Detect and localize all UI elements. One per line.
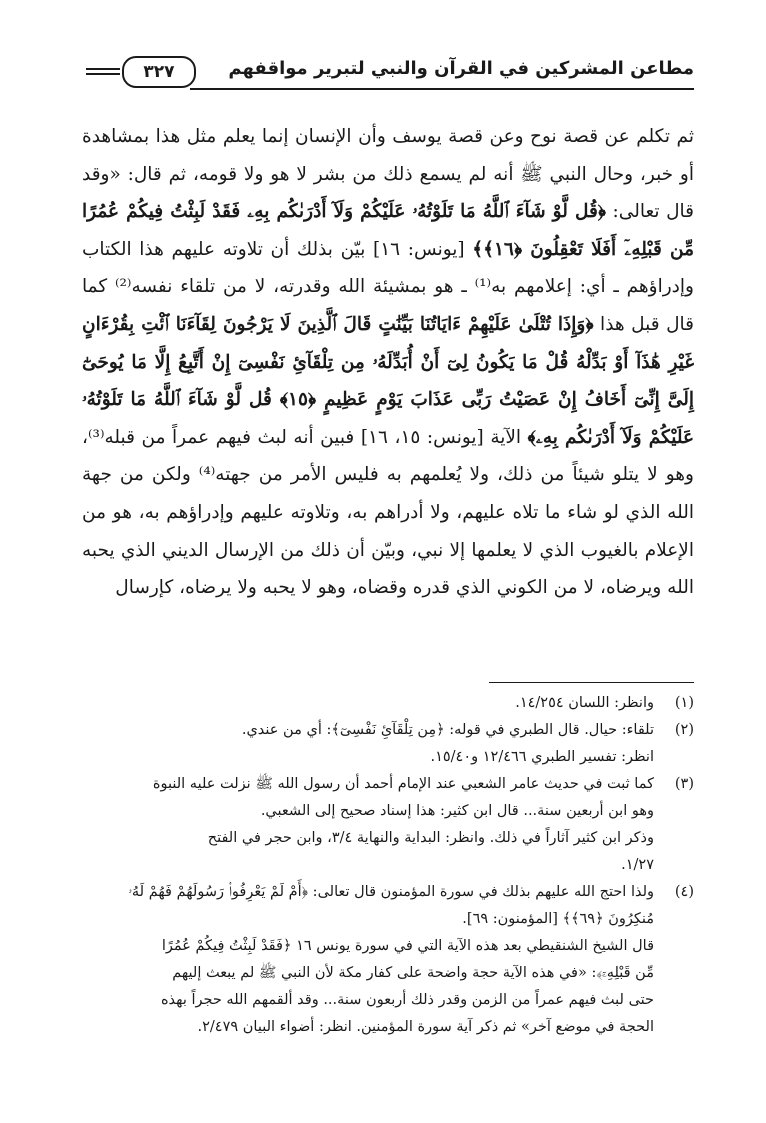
body-text-1: ثم تكلم عن قصة نوح وعن قصة يوسف وأن الإنسان إنما يعلم مثل هذا بمشاهدة أو خبر، وحال النبي ﷺ أنه لم يسمع ذلك من بشر لا هو ولا قومه، ثم قال: «وقد قال تعالى: <box>82 126 694 223</box>
footnotes <box>64 690 694 1041</box>
footnote-number: (٣) <box>674 776 694 792</box>
footnote-line: ١/٢٧. <box>621 857 654 873</box>
page-header <box>82 54 694 102</box>
ornament-line <box>86 68 120 70</box>
page-number: ٣٢٧ <box>122 56 196 88</box>
header-rule <box>190 88 694 90</box>
footnote-line: وهو ابن أربعين سنة... قال ابن كثير: هذا إسناد صحيح إلى الشعبي. <box>260 803 654 819</box>
footnote-line: الحجة في موضع آخر» ثم ذكر آية سورة المؤمنين. انظر: أضواء البيان ٢/٤٧٩. <box>197 1019 654 1035</box>
footnote-line: انظر: تفسير الطبري ١٢/٤٦٦ و١٥/٤٠. <box>430 749 654 765</box>
footnote-line: حتى لبث فيهم عمراً من الزمن وقدر ذلك أربعون سنة... وقد ألقمهم الله حجراً بهذه <box>160 992 654 1008</box>
footnote-line: وذكر ابن كثير آثاراً في ذلك. وانظر: البداية والنهاية ٣/٤، وابن حجر في الفتح <box>207 830 654 846</box>
paragraph <box>82 118 694 607</box>
footnote-number: (١) <box>674 695 694 711</box>
footnote-line: تلقاء: حيال. قال الطبري في قوله: ﴿مِن تِلْقَآئِ نَفْسِىٓ﴾: أي من عندي. <box>241 722 654 738</box>
main-text <box>82 118 694 607</box>
footnote <box>64 771 694 879</box>
ornament-line <box>86 73 120 75</box>
body-text-3: الآية [يونس: ١٥، ١٦] فبين أنه لبث فيهم عمراً من قبله⁽³⁾، وهو لا يتلو شيئاً من ذلك، ولا يُعلمهم به فليس الأمر من جهته⁽⁴⁾ ولكن من جهة الله الذي لو شاء ما تلاه عليهم، ولا أدراهم به، وتلاوته عليهم وإدراؤهم به، هو من الإعلام بالغيوب الذي لا يعلمها إلا نبي، وبيّن أن ذلك من الإرسال الديني الذي يحبه الله ويرضاه، لا من الكوني الذي قدره وقضاه، وهو لا يحبه ولا يرضاه، كإرسال <box>82 426 694 599</box>
footnote-line: ولذا احتج الله عليهم بذلك في سورة المؤمنون قال تعالى: ﴿أَمْ لَمْ يَعْرِفُوا۟ رَسُولَهُمْ فَهُمْ لَهُۥ <box>128 884 654 900</box>
footnote-line: وانظر: اللسان ١٤/٢٥٤. <box>515 695 654 711</box>
quran-verse-1: ﴿قُل لَّوْ شَآءَ ٱللَّهُ مَا تَلَوْتُهُۥ عَلَيْكُمْ وَلَآ أَدْرَىٰكُم بِهِۦ فَقَدْ لَبِثْتُ فِيكُمْ عُمُرًا مِّن قَبْلِهِۦٓ أَفَلَا تَعْقِلُونَ ﴿١٦﴾﴾ <box>82 201 695 260</box>
footnote-line: مِّن قَبْلِهِۦٓ﴾: «في هذه الآية حجة واضحة على كفار مكة لأن النبي ﷺ لم يبعث إليهم <box>172 965 654 981</box>
footnote-line: كما ثبت في حديث عامر الشعبي عند الإمام أحمد أن رسول الله ﷺ نزلت عليه النبوة <box>152 776 654 792</box>
quran-verse-2: ﴿وَإِذَا تُتْلَىٰ عَلَيْهِمْ ءَايَاتُنَا بَيِّنَٰتٍ قَالَ ٱلَّذِينَ لَا يَرْجُونَ لِقَآءَنَا ٱئْتِ بِقُرْءَانٍ غَيْرِ هَٰذَآ أَوْ بَدِّلْهُ قُلْ مَا يَكُونُ لِىٓ أَنْ أُبَدِّلَهُۥ مِن تِلْقَآئِ نَفْسِىٓ إِنْ أَتَّبِعُ إِلَّا مَا يُوحَىٰٓ إِلَىَّ إِنِّىٓ أَخَافُ إِنْ عَصَيْتُ رَبِّى عَذَابَ يَوْمٍ عَظِيمٍ ﴿١٥﴾ قُل لَّوْ شَآءَ ٱللَّهُ مَا تَلَوْتُهُۥ عَلَيْكُمْ وَلَآ أَدْرَىٰكُم بِهِۦ﴾ <box>82 313 694 448</box>
footnote <box>64 690 694 717</box>
body-text-2: [يونس: ١٦] بيّن بذلك أن تلاوته عليهم هذا الكتاب وإدراؤهم ـ أي: إعلامهم به⁽¹⁾ ـ هو بمشيئة الله وقدرته، لا من تلقاء نفسه⁽²⁾ كما قال قبل هذا <box>82 238 694 335</box>
footnote-line: قال الشيخ الشنقيطي بعد هذه الآية التي في سورة يونس ١٦ ﴿فَقَدْ لَبِثْتُ فِيكُمْ عُمُرًا <box>161 938 654 954</box>
footnote-number: (٤) <box>674 884 694 900</box>
footnote-separator <box>489 682 694 683</box>
footnote-number: (٢) <box>674 722 694 738</box>
running-title: مطاعن المشركين في القرآن والنبي لتبرير مواقفهم <box>228 58 694 79</box>
footnote <box>64 879 694 1041</box>
page-number-ornament <box>86 56 216 90</box>
footnote-line: مُنكِرُونَ ﴿٦٩﴾﴾ [المؤمنون: ٦٩]. <box>462 911 654 927</box>
footnote <box>64 717 694 771</box>
